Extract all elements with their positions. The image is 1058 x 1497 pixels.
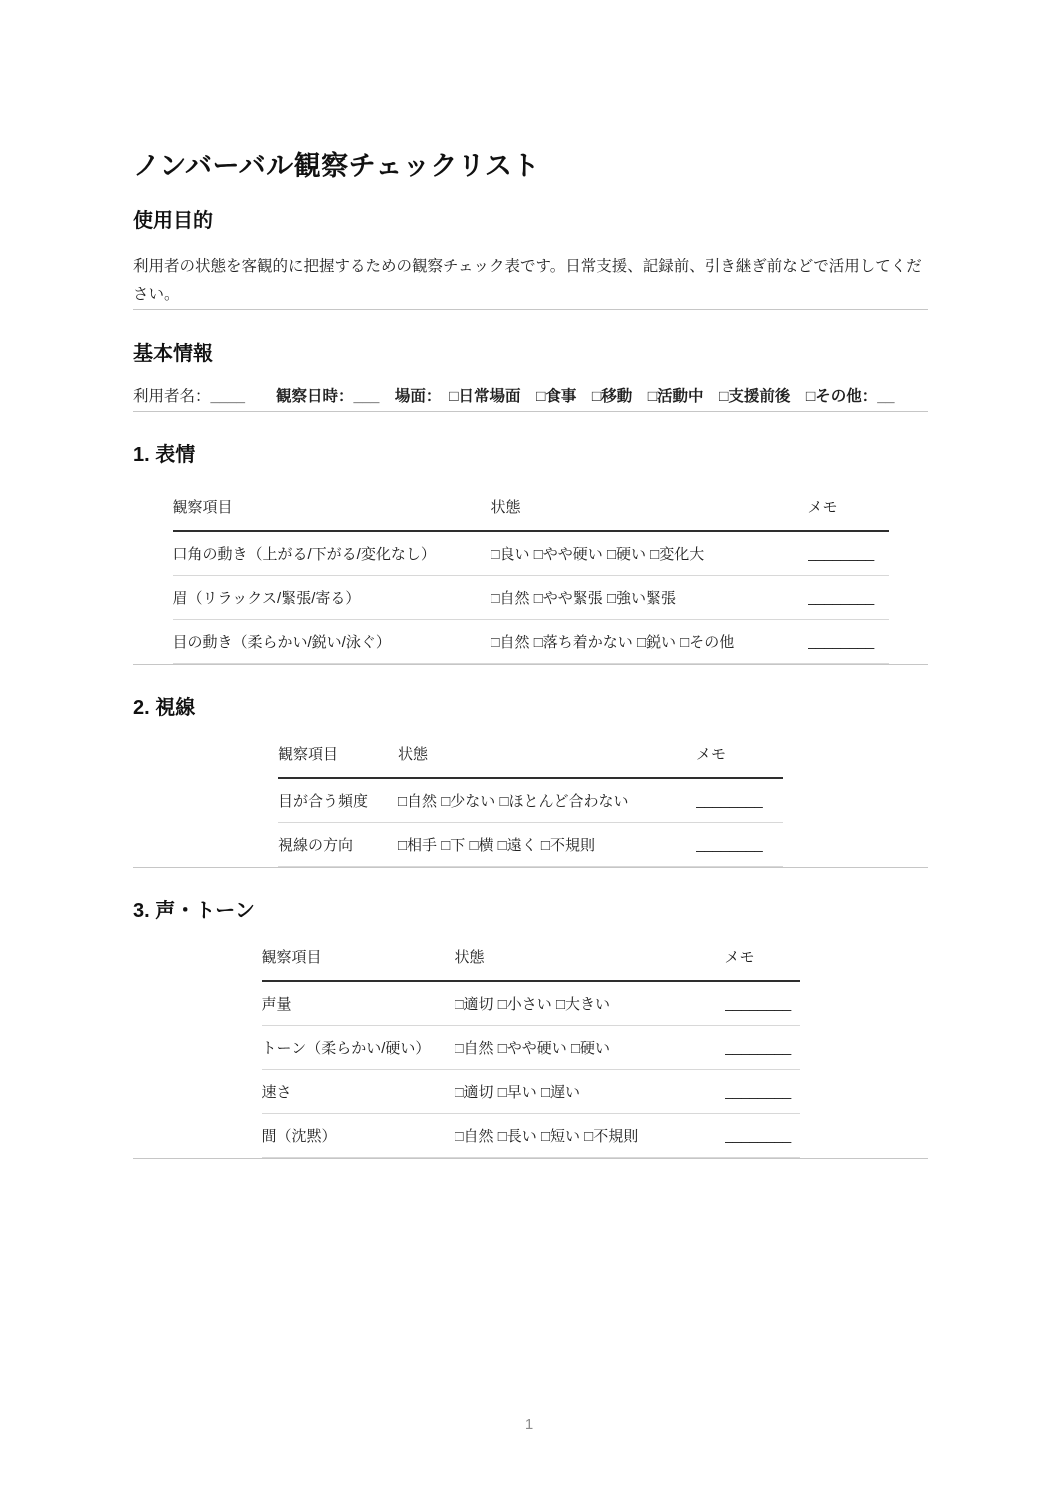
table-row: [262, 1070, 800, 1114]
page-title: ノンバーバル観察チェックリスト: [133, 151, 540, 181]
memo-cell: ________: [808, 576, 889, 620]
item-cell: 目が合う頻度: [278, 778, 398, 823]
observation-table-expression: [173, 492, 889, 664]
state-cell: □自然 □やや緊張 □強い緊張: [491, 576, 808, 620]
section-divider: [133, 411, 928, 412]
item-cell: 視線の方向: [278, 823, 398, 867]
section-divider: [133, 1158, 928, 1159]
table-row: [278, 823, 783, 867]
item-cell: 声量: [262, 981, 455, 1026]
page-number: 1: [524, 1416, 534, 1433]
table-row: [262, 981, 800, 1026]
section-heading-expression: 1. 表情: [133, 444, 196, 466]
section-heading-gaze: 2. 視線: [133, 697, 196, 719]
purpose-heading: 使用目的: [133, 210, 213, 232]
table-row: [173, 576, 889, 620]
table-header-row: [173, 492, 889, 531]
state-cell: □良い □やや硬い □硬い □変化大: [491, 531, 808, 576]
section-divider: [133, 309, 928, 310]
memo-cell: ________: [808, 531, 889, 576]
basic-info-label: 利用者名：: [133, 388, 211, 405]
memo-cell: ________: [696, 778, 783, 823]
table-header-row: [278, 739, 783, 778]
memo-cell: ________: [725, 1026, 800, 1070]
basic-info-fields: ____ 観察日時：___ 場面： □日常場面 □食事 □移動 □活動中 □支援前後 □その他：__: [210, 388, 895, 405]
state-cell: □適切 □早い □遅い: [455, 1070, 725, 1114]
column-header-state: 状態: [398, 739, 696, 778]
column-header-state: 状態: [491, 492, 808, 531]
memo-cell: ________: [725, 1070, 800, 1114]
column-header-item: 観察項目: [262, 942, 455, 981]
table-row: [262, 1114, 800, 1158]
section-heading-voice: 3. 声・トーン: [133, 900, 255, 922]
column-header-item: 観察項目: [173, 492, 491, 531]
table-row: [173, 531, 889, 576]
table-row: [278, 778, 783, 823]
memo-cell: ________: [696, 823, 783, 867]
memo-cell: ________: [808, 620, 889, 664]
state-cell: □自然 □少ない □ほとんど合わない: [398, 778, 696, 823]
column-header-state: 状態: [455, 942, 725, 981]
column-header-memo: メモ: [808, 492, 889, 531]
state-cell: □自然 □やや硬い □硬い: [455, 1026, 725, 1070]
table-row: [262, 1026, 800, 1070]
observation-table-gaze: [278, 739, 783, 867]
section-divider: [133, 664, 928, 665]
column-header-memo: メモ: [725, 942, 800, 981]
basic-info-line: [133, 382, 928, 411]
state-cell: □自然 □落ち着かない □鋭い □その他: [491, 620, 808, 664]
item-cell: 目の動き（柔らかい/鋭い/泳ぐ）: [173, 620, 491, 664]
memo-cell: ________: [725, 1114, 800, 1158]
column-header-memo: メモ: [696, 739, 783, 778]
column-header-item: 観察項目: [278, 739, 398, 778]
item-cell: トーン（柔らかい/硬い）: [262, 1026, 455, 1070]
basic-info-heading: 基本情報: [133, 343, 213, 365]
item-cell: 間（沈黙）: [262, 1114, 455, 1158]
table-row: [173, 620, 889, 664]
observation-table-voice: [262, 942, 800, 1158]
item-cell: 速さ: [262, 1070, 455, 1114]
table-header-row: [262, 942, 800, 981]
state-cell: □適切 □小さい □大きい: [455, 981, 725, 1026]
state-cell: □自然 □長い □短い □不規則: [455, 1114, 725, 1158]
purpose-body: 利用者の状態を客観的に把握するための観察チェック表です。日常支援、記録前、引き継ぎ前などで活用してください。: [133, 258, 922, 303]
item-cell: 口角の動き（上がる/下がる/変化なし）: [173, 531, 491, 576]
item-cell: 眉（リラックス/緊張/寄る）: [173, 576, 491, 620]
section-divider: [133, 867, 928, 868]
state-cell: □相手 □下 □横 □遠く □不規則: [398, 823, 696, 867]
memo-cell: ________: [725, 981, 800, 1026]
